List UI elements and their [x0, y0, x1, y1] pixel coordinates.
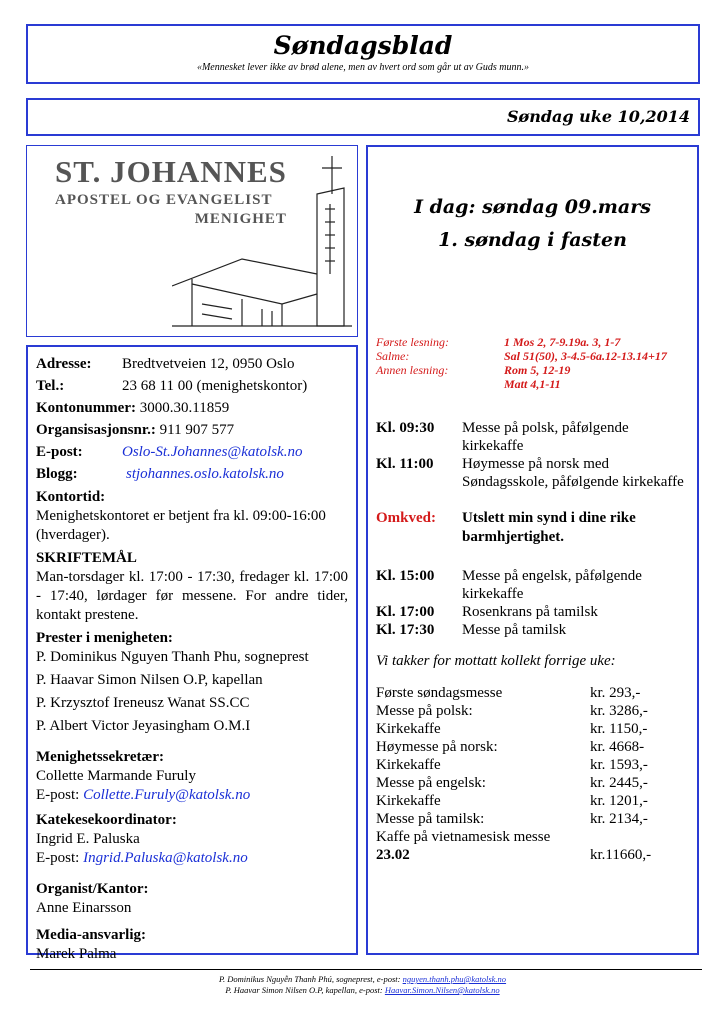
- parish-info-box: [26, 345, 358, 962]
- mass-time: Kl. 09:30: [376, 420, 435, 436]
- collection-value: kr. 4668-: [590, 739, 645, 755]
- media-label: Media-ansvarlig:: [36, 927, 146, 943]
- office-text: Menighetskontoret er betjent fra kl. 09:00-16:00 (hverdager).: [36, 508, 326, 543]
- reading-value: 1 Mos 2, 7-9.19a. 3, 1-7: [504, 335, 621, 349]
- logo-line-2: APOSTEL OG EVANGELIST: [55, 192, 273, 208]
- mass-text: Messe på tamilsk: [462, 622, 567, 638]
- reading-label: Salme:: [376, 349, 410, 363]
- readings-list: [376, 335, 689, 391]
- collection-row: [376, 684, 689, 702]
- mass-row: [376, 603, 689, 621]
- page-title: Søndagsblad: [273, 31, 453, 60]
- week-label: Søndag uke 10,2014: [506, 107, 690, 126]
- mass-text: Messe på engelsk, påfølgende kirkekaffe: [462, 568, 642, 602]
- today-line-1: I dag: søndag 09.mars: [414, 196, 651, 218]
- collection-label: Messe på tamilsk:: [376, 811, 485, 827]
- schedule-box: [366, 145, 699, 955]
- mass-row: [376, 567, 689, 603]
- office-label: Kontortid:: [36, 489, 106, 505]
- refrain-label: Omkved:: [376, 510, 436, 526]
- reading-value: Matt 4,1-11: [504, 377, 561, 391]
- priests-label: Prester i menigheten:: [36, 630, 173, 646]
- collection-row: [376, 756, 689, 774]
- collection-label: Første søndagsmesse: [376, 685, 503, 701]
- collection-value: kr. 293,-: [590, 685, 641, 701]
- mass-text: Messe på polsk, påfølgende kirkekaffe: [462, 420, 629, 454]
- collection-label: Høymesse på norsk:: [376, 739, 498, 755]
- organist-label: Organist/Kantor:: [36, 881, 149, 897]
- priest-item: P. Albert Victor Jeyasingham O.M.I: [36, 718, 251, 734]
- org-label: Organsisasjonsnr.:: [36, 422, 156, 438]
- footer-line-1: P. Dominikus Nguyễn Thanh Phú, sogneprest, e-post:: [218, 974, 401, 984]
- priest-item: P. Dominikus Nguyen Thanh Phu, sogneprest: [36, 649, 309, 665]
- mass-time: Kl. 15:00: [376, 568, 435, 584]
- collection-label: Kirkekaffe: [376, 721, 441, 737]
- secretary-email-link[interactable]: Collette.Furuly@katolsk.no: [83, 787, 251, 803]
- mass-row: [376, 621, 689, 639]
- logo-line-3: MENIGHET: [194, 211, 287, 227]
- afternoon-masses: [376, 567, 689, 639]
- address-label: Adresse:: [36, 356, 92, 372]
- reading-row: [376, 349, 689, 363]
- collection-value: kr. 2134,-: [590, 811, 648, 827]
- confession-text: Man-torsdager kl. 17:00 - 17:30, fredager kl. 17:00 - 17:40, lørdager før messene. For andre tider, kontakt prestene.: [36, 569, 348, 623]
- catechesis-label: Katekesekoordinator:: [36, 812, 177, 828]
- footer-email-2[interactable]: Haavar.Simon.Nilsen@katolsk.no: [384, 985, 500, 995]
- media-name: Marek Palma: [36, 946, 117, 962]
- priest-item: P. Krzysztof Ireneusz Wanat SS.CC: [36, 695, 250, 711]
- collection-label: Messe på engelsk:: [376, 775, 486, 791]
- collection-value: kr. 1593,-: [590, 757, 648, 773]
- reading-label: Første lesning:: [376, 335, 449, 349]
- collection-label: Kirkekaffe: [376, 757, 441, 773]
- week-box: [26, 98, 700, 136]
- collections-list: [376, 684, 689, 864]
- today-heading: [376, 191, 689, 257]
- church-drawing-icon: [172, 154, 352, 329]
- collection-value: kr. 2445,-: [590, 775, 648, 791]
- address-value: Bredtvetveien 12, 0950 Oslo: [122, 356, 295, 372]
- mass-text: Rosenkrans på tamilsk: [462, 604, 598, 620]
- refrain: [376, 509, 689, 547]
- email-link[interactable]: Oslo-St.Johannes@katolsk.no: [122, 444, 303, 460]
- collection-row: [376, 738, 689, 756]
- parish-logo: [26, 145, 358, 337]
- mass-row: [376, 419, 689, 455]
- reading-row: [376, 363, 689, 377]
- reading-label: [376, 377, 504, 391]
- footer-email-1[interactable]: nguyen.thanh.phu@katolsk.no: [402, 974, 507, 984]
- reading-value: Sal 51(50), 3-4.5-6a.12-13.14+17: [504, 349, 667, 363]
- reading-row: [376, 335, 689, 349]
- secretary-name: Collette Marmande Furuly: [36, 768, 196, 784]
- vietnamese-label: Kaffe på vietnamesisk messe: [376, 829, 551, 845]
- secretary-label: Menighetssekretær:: [36, 749, 165, 765]
- collection-label: Kirkekaffe: [376, 793, 441, 809]
- collection-row: [376, 810, 689, 828]
- collection-date: 23.02: [376, 847, 410, 863]
- organist-name: Anne Einarsson: [36, 900, 132, 916]
- reading-row: [376, 377, 689, 391]
- footer: [0, 974, 725, 996]
- secretary-email-prefix: E-post:: [36, 787, 80, 803]
- blog-label: Blogg:: [36, 466, 78, 482]
- mass-time: Kl. 17:00: [376, 604, 435, 620]
- refrain-text: Utslett min synd i dine rike barmhjertighet.: [462, 510, 636, 545]
- mass-time: Kl. 11:00: [376, 456, 434, 472]
- collection-row: [376, 774, 689, 792]
- tel-label: Tel.:: [36, 378, 65, 394]
- footer-divider: [30, 969, 702, 970]
- mass-text: Høymesse på norsk med Søndagsskole, påfølgende kirkekaffe: [462, 456, 684, 490]
- mass-time: Kl. 17:30: [376, 622, 435, 638]
- blog-link[interactable]: stjohannes.oslo.katolsk.no: [126, 466, 284, 482]
- thanks-text: Vi takker for mottatt kollekt forrige uke:: [376, 653, 616, 669]
- collection-value: kr. 1201,-: [590, 793, 648, 809]
- mass-row: [376, 455, 689, 491]
- collection-row: [376, 720, 689, 738]
- catechesis-email-prefix: E-post:: [36, 850, 80, 866]
- motto: «Mennesket lever ikke av brød alene, men av hvert ord som går ut av Guds munn.»: [196, 62, 530, 73]
- account-value: 3000.30.11859: [139, 400, 230, 416]
- today-line-2: 1. søndag i fasten: [438, 229, 627, 251]
- collection-row: [376, 702, 689, 720]
- logo-line-1: ST. JOHANNES: [55, 154, 287, 189]
- reading-label: Annen lesning:: [376, 363, 449, 377]
- priest-item: P. Haavar Simon Nilsen O.P, kapellan: [36, 672, 263, 688]
- header-box: [26, 24, 700, 84]
- collection-row: [376, 792, 689, 810]
- tel-value: 23 68 11 00 (menighetskontor): [122, 378, 308, 394]
- morning-masses: [376, 419, 689, 491]
- footer-line-2: P. Haavar Simon Nilsen O.P, kapellan, e-post:: [225, 985, 383, 995]
- org-value: 911 907 577: [159, 422, 235, 438]
- collection-total-row: [376, 846, 689, 864]
- collection-total: kr.11660,-: [590, 847, 652, 863]
- reading-value: Rom 5, 12-19: [504, 363, 571, 377]
- account-label: Kontonummer:: [36, 400, 136, 416]
- confession-label: SKRIFTEMÅL: [36, 550, 137, 566]
- email-label: E-post:: [36, 444, 83, 460]
- catechesis-name: Ingrid E. Paluska: [36, 831, 140, 847]
- collection-label: Messe på polsk:: [376, 703, 473, 719]
- collection-value: kr. 3286,-: [590, 703, 648, 719]
- collection-value: kr. 1150,-: [590, 721, 648, 737]
- catechesis-email-link[interactable]: Ingrid.Paluska@katolsk.no: [83, 850, 248, 866]
